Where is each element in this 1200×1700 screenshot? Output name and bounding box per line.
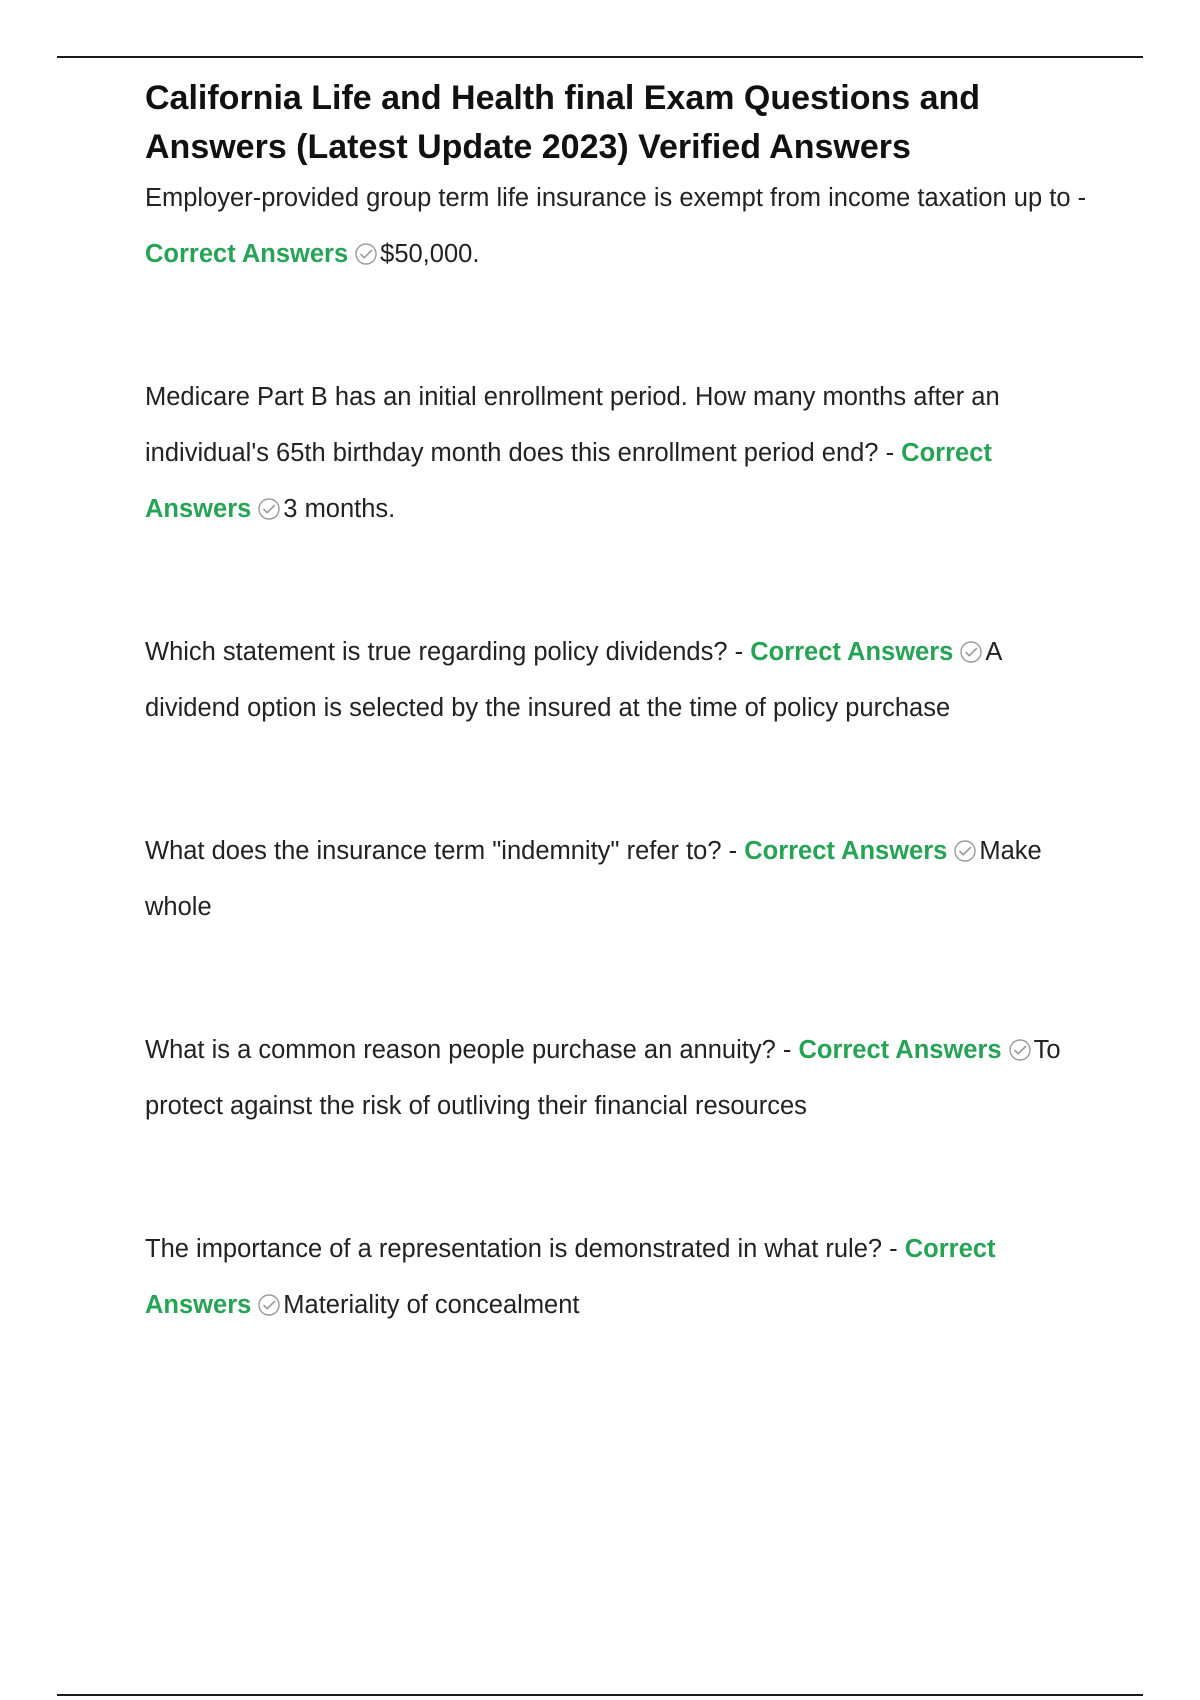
question-text: Which statement is true regarding policy dividends?	[145, 638, 728, 666]
question-text: Medicare Part B has an initial enrollment period. How many months after an individual's 65th birthday month does this enrollment period end?	[145, 383, 1000, 467]
verified-check-icon	[953, 839, 977, 863]
document-title: California Life and Health final Exam Questions and Answers (Latest Update 2023) Verified Answers	[145, 79, 981, 166]
verified-check-icon	[1008, 1038, 1032, 1062]
verified-check-icon	[257, 1293, 281, 1317]
question-text: What is a common reason people purchase an annuity?	[145, 1036, 776, 1064]
top-rule	[57, 56, 1143, 58]
qa-item: Medicare Part B has an initial enrollment period. How many months after an individual's 65th birthday month does this enrollment period end? - Correct Answers 3 months.	[145, 383, 1000, 523]
answer-text: Make whole	[145, 837, 1042, 921]
correct-answers-label: Correct Answers	[145, 439, 992, 523]
correct-answers-label: Correct Answers	[750, 638, 954, 666]
bottom-rule	[57, 1694, 1143, 1696]
answer-text: $50,000.	[380, 240, 480, 268]
answer-text: To protect against the risk of outliving their financial resources	[145, 1036, 1061, 1120]
question-text: What does the insurance term "indemnity" refer to?	[145, 837, 722, 865]
verified-check-icon	[354, 242, 378, 266]
qa-item: What is a common reason people purchase an annuity? - Correct Answers To protect against the risk of outliving their financial resources	[145, 1036, 1061, 1120]
question-text: The importance of a representation is demonstrated in what rule?	[145, 1235, 883, 1263]
answer-text: Materiality of concealment	[283, 1291, 580, 1319]
question-text: Employer-provided group term life insurance is exempt from income taxation up to	[145, 184, 1071, 212]
correct-answers-label: Correct Answers	[145, 240, 349, 268]
verified-check-icon	[257, 497, 281, 521]
qa-item: The importance of a representation is demonstrated in what rule? - Correct Answers Materiality of concealment	[145, 1235, 996, 1319]
correct-answers-label: Correct Answers	[798, 1036, 1002, 1064]
answer-text: A dividend option is selected by the insured at the time of policy purchase	[145, 638, 1001, 722]
verified-check-icon	[959, 640, 983, 664]
document-body	[145, 74, 1095, 1333]
answer-text: 3 months.	[283, 495, 396, 523]
correct-answers-label: Correct Answers	[145, 1235, 996, 1319]
qa-item: Which statement is true regarding policy dividends? - Correct Answers A dividend option is selected by the insured at the time of policy purchase	[145, 638, 1001, 722]
correct-answers-label: Correct Answers	[744, 837, 948, 865]
qa-item: What does the insurance term "indemnity" refer to? - Correct Answers Make whole	[145, 837, 1042, 921]
qa-item: Employer-provided group term life insurance is exempt from income taxation up to - Correct Answers $50,000.	[145, 184, 1087, 268]
